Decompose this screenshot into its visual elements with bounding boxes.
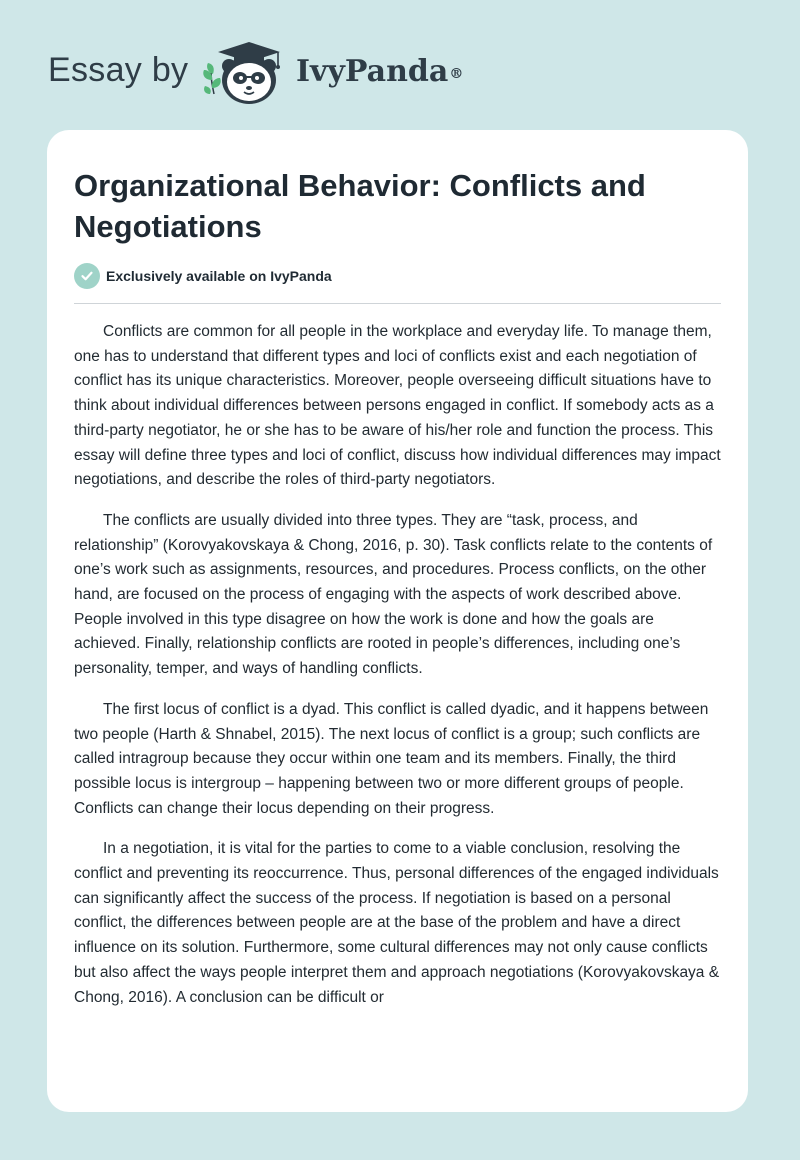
paragraph: The first locus of conflict is a dyad. This conflict is called dyadic, and it happens between two people (Harth & Shnabel, 2015). The next locus of conflict is a group; such conflicts are called intragroup because they occur within one team and its members. Finally, the third possible locus is intergroup – happening between two or more different groups of people. Conflicts can change their locus depending on their progress. [74, 700, 709, 817]
check-icon [74, 263, 100, 289]
brand-prefix: Essay by [48, 51, 189, 89]
paragraph: Conflicts are common for all people in the workplace and everyday life. To manage them, one has to understand that different types and loci of conflicts exist and each negotiation of conflict has its unique characteristics. Moreover, people overseeing difficult situations have to think about individual differences between persons engaged in conflict. If somebody acts as a third-party negotiator, he or she has to be aware of his/her role and function the process. This essay will define three types and loci of conflict, discuss how individual differences may impact negotiations, and describe the roles of third-party negotiators. [74, 323, 721, 489]
paragraph: The conflicts are usually divided into three types. They are “task, process, and relationship” (Korovyakovskaya & Chong, 2016, p. 30). Task conflicts relate to the contents of one’s work such as assignments, resources, and procedures. Process conflicts, on the other hand, are focused on the process of engaging with the aspects of work described above. People involved in this type disagree on how the work is done and how the goals are achieved. Finally, relationship conflicts are rooted in people’s differences, including one’s personality, temper, and ways of handling conflicts. [74, 511, 713, 678]
exclusive-label: Exclusively available on IvyPanda [106, 268, 332, 284]
brand-name-text: IvyPanda [296, 54, 449, 89]
brand-name[interactable] [296, 53, 463, 91]
essay-body [74, 320, 724, 1050]
registered-mark: ® [449, 66, 464, 82]
site-header [0, 0, 800, 130]
divider [74, 303, 721, 304]
essay-card [47, 130, 748, 1112]
page-title: Organizational Behavior: Conflicts and Negotiations [74, 168, 646, 244]
exclusive-badge [74, 263, 332, 289]
panda-logo-icon[interactable] [200, 36, 296, 108]
paragraph: In a negotiation, it is vital for the parties to come to a viable conclusion, resolving the conflict and preventing its reoccurrence. Thus, personal differences of the engaged individuals can significantly affect the success of the process. If negotiation is based on a personal conflict, the differences between people are at the base of the problem and have a direct influence on its solution. Furthermore, some cultural differences may not only cause conflicts but also affect the ways people interpret them and approach negotiations (Korovyakovskaya & Chong, 2016). A conclusion can be difficult or [74, 840, 720, 1006]
